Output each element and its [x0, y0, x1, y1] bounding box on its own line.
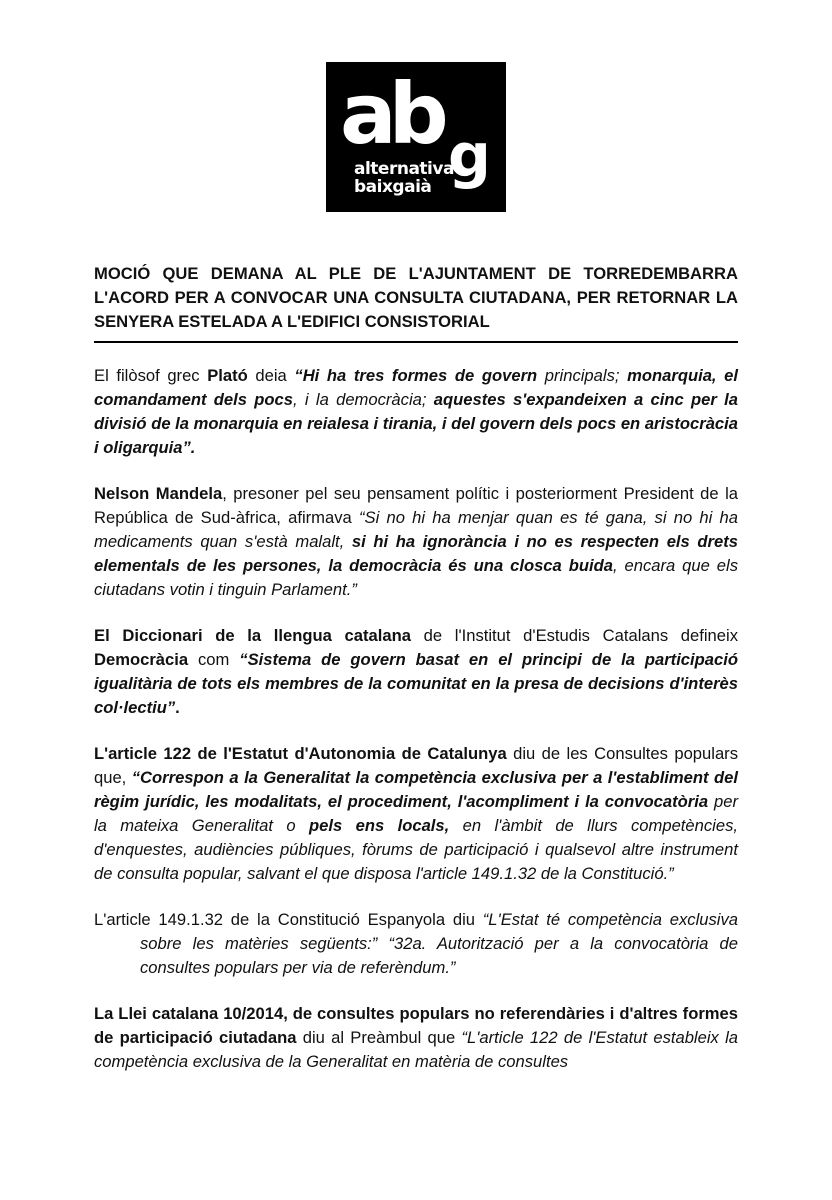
text-run: com	[188, 650, 240, 669]
body-paragraph	[94, 742, 738, 886]
text-run: de l'Institut d'Estudis Catalans defineix	[410, 626, 739, 645]
text-run: principals;	[537, 366, 628, 385]
text-run: “Correspon a la Generalitat la competència exclusiva per a l'establiment del règim jurídic, les modalitats, el procediment, l'acompliment i la convocatòria	[94, 768, 738, 811]
document-title: MOCIÓ QUE DEMANA AL PLE DE L'AJUNTAMENT DE TORREDEMBARRA L'ACORD PER A CONVOCAR UNA CONSULTA CIUTADANA, PER RETORNAR LA SENYERA ESTELADA A L'EDIFICI CONSISTORIAL	[94, 264, 738, 331]
text-run: L'article 122 de l'Estatut d'Autonomia de Catalunya	[94, 744, 507, 763]
logo-ab-letters: ab	[340, 65, 441, 163]
body-paragraph	[94, 364, 738, 460]
text-run: El filòsof grec	[94, 366, 208, 385]
text-run: aquestes s'expandeixen a cinc per la divisió de la monarquia en reialesa i tirania, i del govern dels pocs en aristocràcia i oligarquia”.	[94, 390, 738, 457]
text-run: pels ens locals,	[309, 816, 450, 835]
body-paragraph	[94, 482, 738, 602]
text-run: en l'àmbit de llurs competències, d'enquestes, audiències públiques, fòrums de participació i qualsevol altre instrument de consulta popular, salvant el que disposa l'article 149.1.32 de la Constitució.”	[94, 816, 738, 883]
text-run: Plató	[207, 366, 248, 385]
text-run: , i la democràcia;	[293, 390, 434, 409]
text-run: , encara que els ciutadans votin i tinguin Parlament.”	[94, 556, 738, 599]
text-run: per la mateixa Generalitat o	[94, 792, 738, 835]
text-run: , presoner pel seu pensament polític i posteriorment President de la República de Sud-àfrica, afirmava	[94, 484, 739, 527]
document-body	[94, 364, 738, 1096]
text-run: L'article 149.1.32 de la Constitució Espanyola diu	[94, 910, 483, 929]
text-run: diu de les Consultes populars que,	[94, 744, 738, 787]
body-paragraph	[94, 624, 738, 720]
logo-text-baixgaia: baixgaià	[354, 177, 432, 197]
body-paragraph	[94, 908, 738, 980]
text-run: “L'article 122 de l'Estatut estableix la competència exclusiva de la Generalitat en matèria de consultes	[94, 1028, 738, 1071]
text-run: “Hi ha tres formes de govern	[294, 366, 538, 385]
text-run: “Si no hi ha menjar quan es té gana, si no hi ha medicaments quan s'està malalt,	[94, 508, 738, 551]
text-run: .	[175, 698, 180, 717]
body-paragraph	[94, 1002, 738, 1074]
text-run: Nelson Mandela	[94, 484, 223, 503]
text-run: “L'Estat té competència exclusiva sobre les matèries següents:” “32a. Autorització per a la convocatòria de consultes populars per via de referèndum.”	[140, 910, 738, 977]
text-run: La Llei catalana 10/2014, de consultes populars no referendàries i d'altres formes de participació ciutadana	[94, 1004, 738, 1047]
logo-text-alternativa: alternativa	[354, 159, 454, 179]
text-run: monarquia, el comandament dels pocs	[94, 366, 738, 409]
text-run: El Diccionari de la llengua catalana	[94, 626, 411, 645]
text-run: “Sistema de govern basat en el principi de la participació igualitària de tots els membres de la comunitat en la presa de decisions d'interès col·lectiu”	[94, 650, 738, 717]
text-run: Democràcia	[94, 650, 189, 669]
text-run: deia	[247, 366, 295, 385]
abg-logo	[326, 62, 506, 212]
text-run: diu al Preàmbul que	[296, 1028, 462, 1047]
title-underline-rule	[94, 341, 738, 343]
logo-g-letter: g	[448, 121, 491, 191]
text-run: si hi ha ignorància i no es respecten els drets elementals de les persones, la democràcia és una closca buida	[94, 532, 738, 575]
